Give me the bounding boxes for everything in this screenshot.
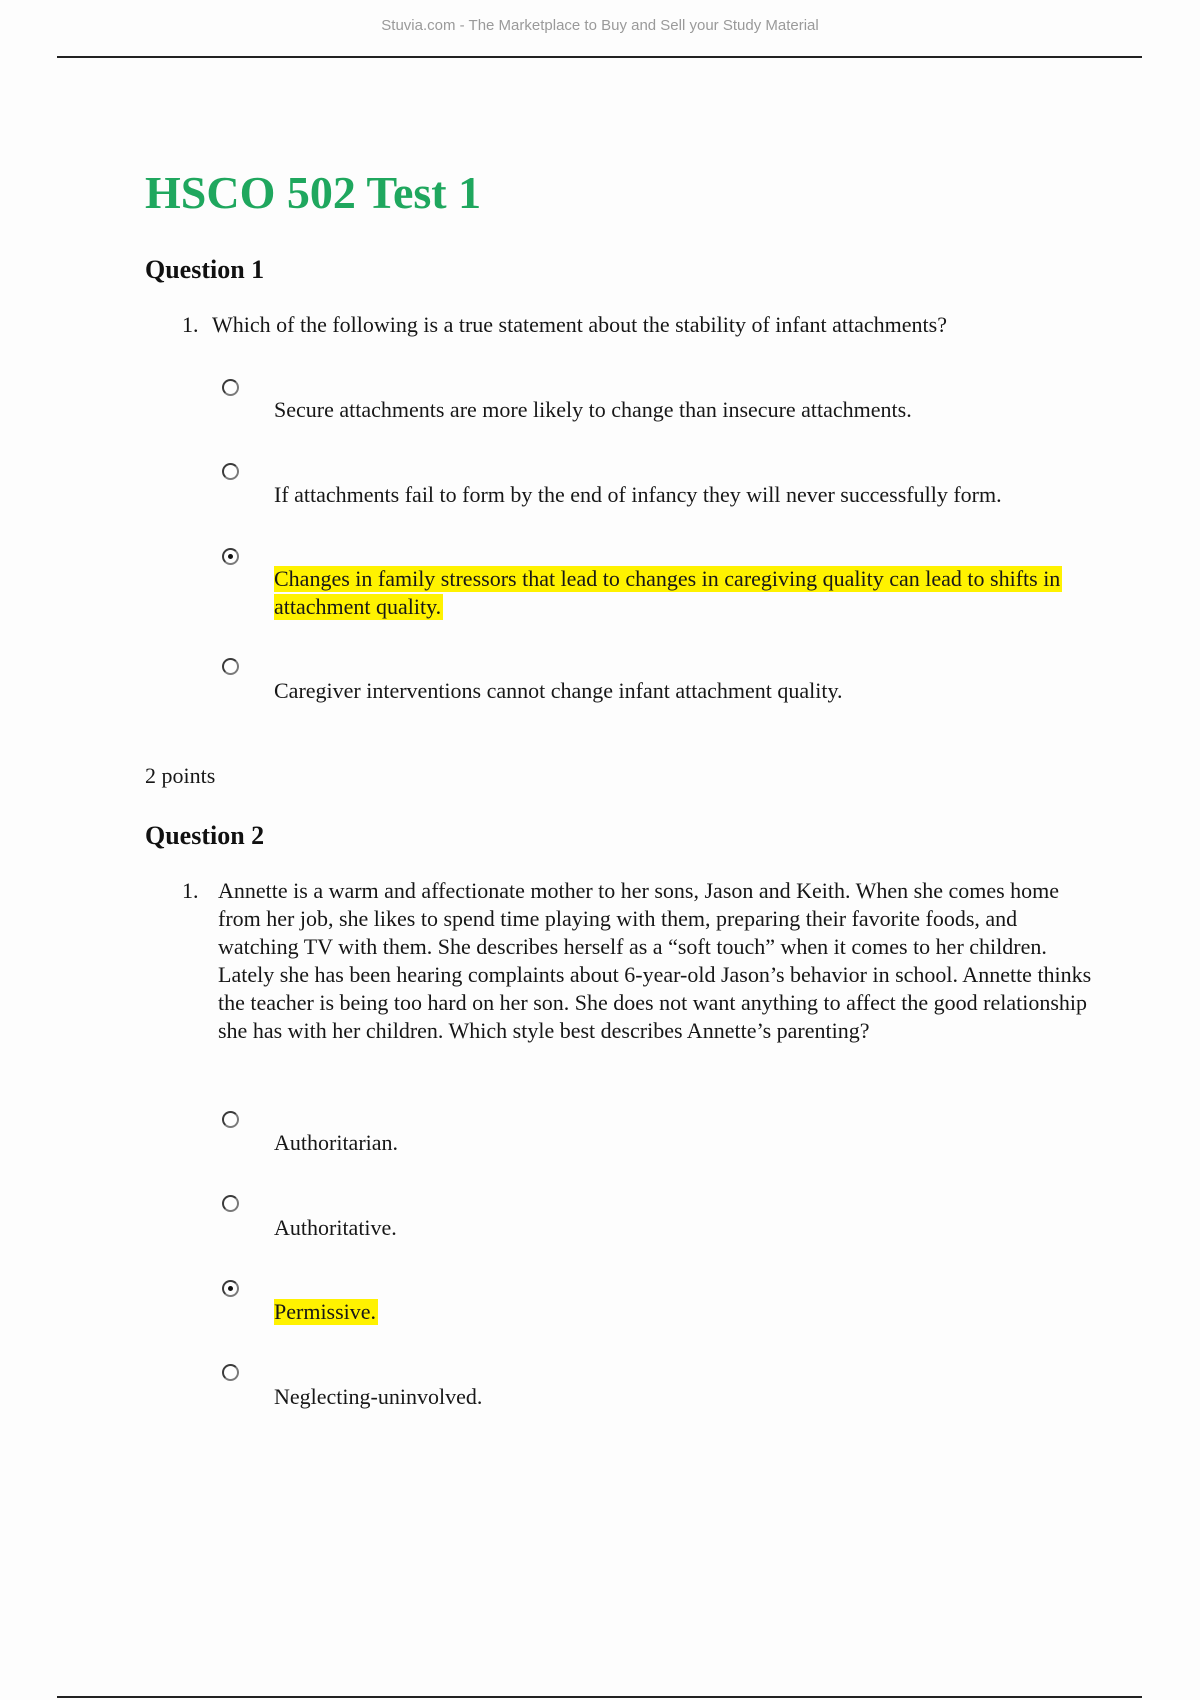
- q1-option-1-radio[interactable]: [222, 379, 239, 396]
- radio-selected-dot: [228, 554, 233, 559]
- q2-option-4-radio[interactable]: [222, 1364, 239, 1381]
- q1-option-3-radio-selected[interactable]: [222, 548, 239, 565]
- q2-option-3-radio-selected[interactable]: [222, 1280, 239, 1297]
- q1-option-2-radio[interactable]: [222, 463, 239, 480]
- answer-highlight: Changes in family stressors that lead to changes in caregiving quality can lead to shifts in attachment quality.: [274, 566, 1061, 619]
- q2-option-4-text: Neglecting-uninvolved.: [274, 1384, 483, 1409]
- question-1-stem: Which of the following is a true statement about the stability of infant attachments?: [212, 312, 947, 337]
- question-1-heading: Question 1: [145, 255, 265, 284]
- site-header: Stuvia.com - The Marketplace to Buy and Sell your Study Material: [381, 17, 819, 34]
- answer-highlight: Permissive.: [274, 1299, 377, 1324]
- q1-option-2-text: If attachments fail to form by the end of infancy they will never successfully form.: [274, 482, 1002, 507]
- question-2-heading: Question 2: [145, 821, 265, 850]
- question-1-number: 1.: [182, 312, 199, 337]
- top-divider: [57, 56, 1142, 58]
- q1-option-1-text: Secure attachments are more likely to change than insecure attachments.: [274, 397, 912, 422]
- q2-option-2-text: Authoritative.: [274, 1215, 397, 1240]
- q1-option-3-text: [274, 565, 1074, 621]
- question-2-number: 1.: [182, 878, 199, 903]
- q1-option-4-radio[interactable]: [222, 658, 239, 675]
- question-1-points: 2 points: [145, 763, 216, 788]
- bottom-divider: [57, 1696, 1142, 1698]
- q1-option-4-text: Caregiver interventions cannot change infant attachment quality.: [274, 678, 843, 703]
- q2-option-1-radio[interactable]: [222, 1111, 239, 1128]
- document-title: HSCO 502 Test 1: [145, 167, 482, 218]
- radio-selected-dot: [228, 1286, 233, 1291]
- q2-option-1-text: Authoritarian.: [274, 1130, 399, 1155]
- q2-option-3-text: [274, 1298, 378, 1326]
- q2-option-2-radio[interactable]: [222, 1195, 239, 1212]
- question-2-stem: Annette is a warm and affectionate mother to her sons, Jason and Keith. When she comes home from her job, she likes to spend time playing with them, preparing their favorite foods, and watching TV with them. She describes herself as a “soft touch” when it comes to her children. Lately she has been hearing complaints about 6-year-old Jason’s behavior in school. Annette thinks the teacher is being too hard on her son. She does not want anything to affect the good relationship she has with her children. Which style best describes Annette’s parenting?: [218, 878, 1092, 1043]
